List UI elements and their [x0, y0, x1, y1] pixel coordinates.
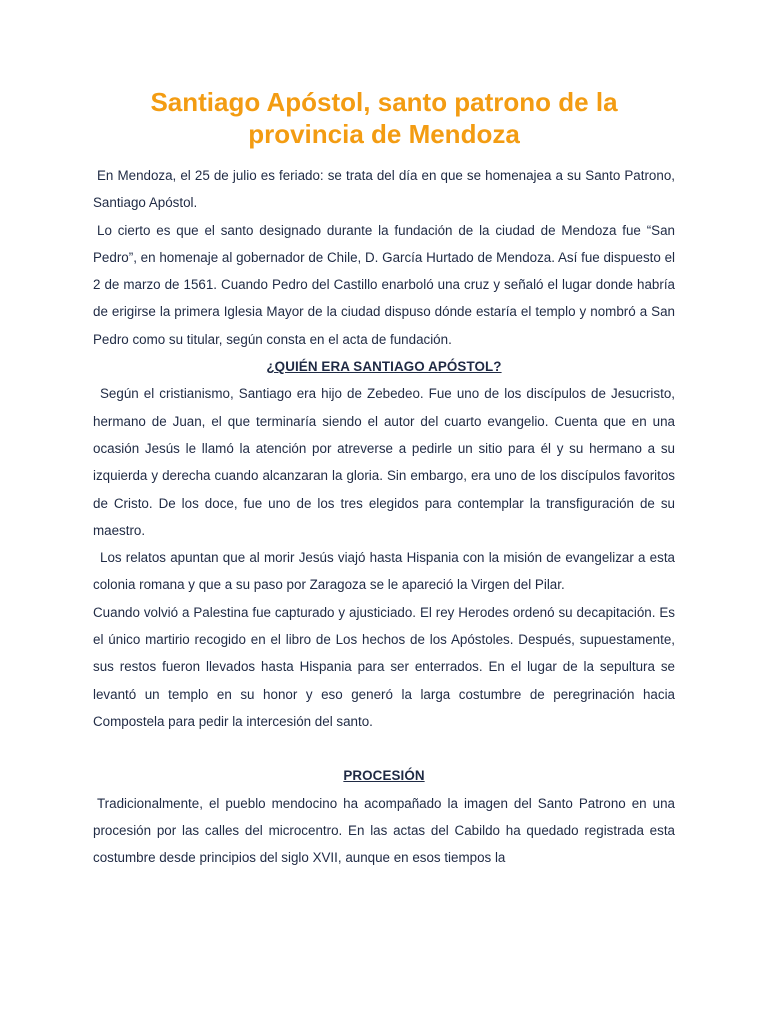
quien-paragraph-2: Los relatos apuntan que al morir Jesús viajó hasta Hispania con la misión de evangelizar a esta colonia romana y que a su paso por Zaragoza se le apareció la Virgen del Pilar. — [93, 550, 675, 593]
procesion-paragraph-1: Tradicionalmente, el pueblo mendocino ha acompañado la imagen del Santo Patrono en una procesión por las calles del microcentro. En las actas del Cabildo ha quedado registrada esta costumbre desde principios del siglo XVII, aunque en esos tiempos la — [93, 795, 675, 866]
page-title: Santiago Apóstol, santo patrono de la provincia de Mendoza — [150, 87, 618, 149]
document-page — [93, 86, 675, 871]
intro-paragraph-2: Lo cierto es que el santo designado durante la fundación de la ciudad de Mendoza fue “San Pedro”, en homenaje al gobernador de Chile, D. García Hurtado de Mendoza. Así fue dispuesto el 2 de marzo de 1561. Cuando Pedro del Castillo enarboló una cruz y señaló el lugar donde habría de erigirse la primera Iglesia Mayor de la ciudad dispuso dónde estaría el templo y nombró a San Pedro como su titular, según consta en el acta de fundación. — [93, 222, 675, 347]
section-heading-procesion: PROCESIÓN — [343, 768, 425, 784]
intro-paragraph-1: En Mendoza, el 25 de julio es feriado: se trata del día en que se homenajea a su Santo Patrono, Santiago Apóstol. — [93, 168, 675, 211]
section-heading-quien: ¿QUIÉN ERA SANTIAGO APÓSTOL? — [266, 359, 502, 375]
quien-paragraph-3: Cuando volvió a Palestina fue capturado y ajusticiado. El rey Herodes ordenó su decapitación. Es el único martirio recogido en el libro de Los hechos de los Apóstoles. Después, supuestamente, sus restos fueron llevados hasta Hispania para ser enterrados. En el lugar de la sepultura se levantó un templo en su honor y eso generó la larga costumbre de peregrinación hacia Compostela para pedir la intercesión del santo. — [93, 604, 675, 729]
quien-paragraph-1: Según el cristianismo, Santiago era hijo de Zebedeo. Fue uno de los discípulos de Jesucristo, hermano de Juan, el que terminaría siendo el autor del cuarto evangelio. Cuenta que en una ocasión Jesús le llamó la atención por atreverse a pedirle un sitio para él y su hermano a su izquierda y derecha cuando alcanzaran la gloria. Sin embargo, era uno de los discípulos favoritos de Cristo. De los doce, fue uno de los tres elegidos para contemplar la transfiguración de su maestro. — [93, 386, 675, 538]
